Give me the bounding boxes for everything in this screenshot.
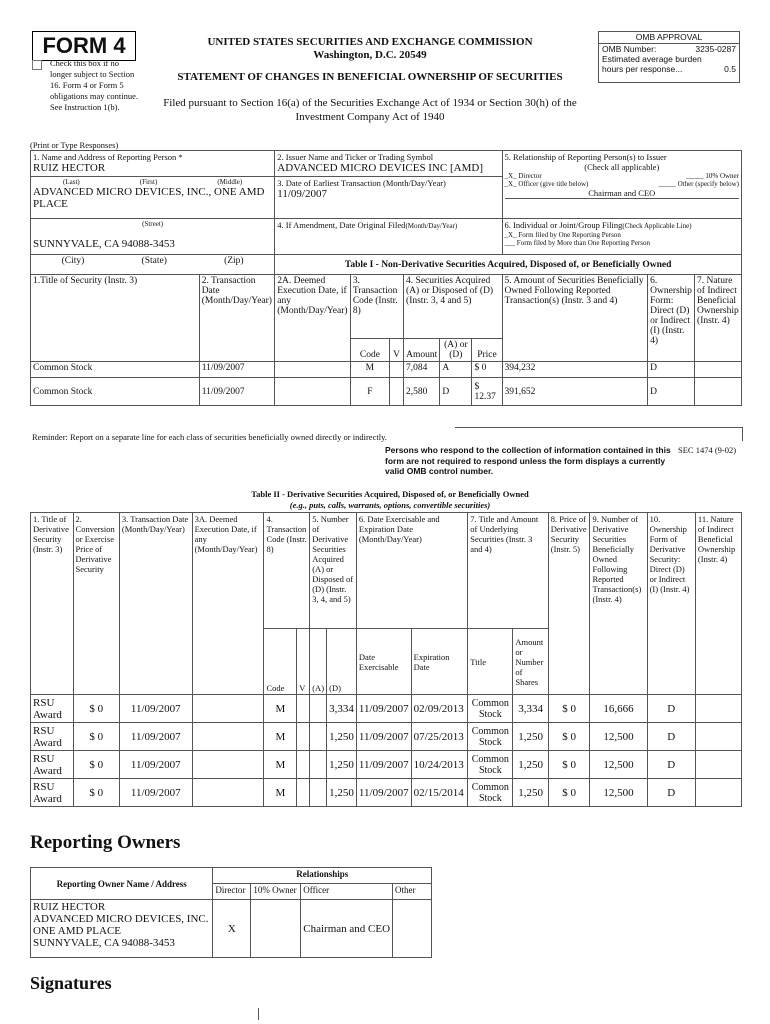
t2-code: M (264, 723, 297, 751)
t2-h5: 5. Number of Derivative Securities Acquired (A) or Disposed of (D) (Instr. 3, 4, and 5) (310, 513, 357, 629)
t2-d: 1,250 (327, 751, 357, 779)
omb-number-row (599, 44, 739, 54)
table-2 (30, 512, 742, 807)
amendment-sub: (Month/Day/Year) (405, 222, 458, 230)
t2-date: 11/09/2007 (119, 723, 192, 751)
t2-v (297, 695, 310, 723)
t2-expiration: 07/25/2013 (411, 723, 468, 751)
t2-v (297, 751, 310, 779)
t2-code: M (264, 779, 297, 807)
rel-row-1 (505, 172, 739, 180)
t2-a (310, 723, 327, 751)
t2-owned: 16,666 (590, 695, 647, 723)
filed-pursuant (135, 96, 605, 124)
earliest-date-cell (275, 177, 502, 219)
t1-owned: 394,232 (502, 362, 648, 378)
t2-ul-title: Common Stock (468, 723, 513, 751)
earliest-date: 11/09/2007 (277, 188, 327, 200)
persons-notice: Persons who respond to the collection of information contained in this form are not required to respond unless the form displays a currently valid OMB control number. (385, 445, 671, 476)
omb-hours-value: 0.5 (724, 64, 736, 74)
t1-h6: 6. Ownership Form: Direct (D) or Indirect (I) (Instr. 4) (648, 275, 695, 362)
table-2-title-main: Table II - Derivative Securities Acquired, Disposed of, or Beneficially Owned (251, 489, 529, 499)
t2-conv: $ 0 (73, 723, 119, 751)
t2-ul-amount: 1,250 (513, 779, 548, 807)
t1-h3: 3. Transaction Code (Instr. 8) (350, 275, 403, 339)
t1-sub-v: V (389, 339, 403, 362)
street-label: (Street) (142, 220, 164, 228)
t2-nature (695, 779, 741, 807)
agency-heading (160, 36, 580, 62)
t1-form: D (648, 378, 695, 406)
middle-label: (Middle) (217, 178, 243, 186)
t2-form: D (647, 779, 695, 807)
table-row (31, 779, 742, 807)
t2-a (310, 751, 327, 779)
t2-owned: 12,500 (590, 751, 647, 779)
t1-sub-price: Price (472, 339, 502, 362)
omb-title: OMB APPROVAL (599, 32, 739, 44)
t2-date: 11/09/2007 (119, 695, 192, 723)
t2-expiration: 02/15/2014 (411, 779, 468, 807)
signature-divider (258, 1008, 259, 1020)
t2-conv: $ 0 (73, 779, 119, 807)
t2-conv: $ 0 (73, 751, 119, 779)
no-longer-subject-checkbox[interactable] (32, 60, 42, 70)
t1-amount: 2,580 (404, 378, 440, 406)
t2-h3: 3. Transaction Date (Month/Day/Year) (119, 513, 192, 695)
owner-line: RUIZ HECTOR (33, 901, 106, 913)
rel-other: _____ Other (specify below) (658, 180, 739, 188)
omb-number-value: 3235-0287 (695, 44, 736, 54)
table-row (31, 723, 742, 751)
state-label: (State) (141, 256, 167, 266)
table-2-title (150, 489, 630, 511)
t2-code: M (264, 751, 297, 779)
t2-deemed (192, 695, 264, 723)
table-1-title: Table I - Non-Derivative Securities Acquired, Disposed of, or Beneficially Owned (275, 255, 742, 275)
col-director: Director (213, 884, 251, 900)
amendment-cell (275, 219, 502, 255)
t2-sub-amount: Amount or Number of Shares (513, 629, 548, 695)
omb-hours-label: hours per response... (602, 64, 683, 74)
t2-ul-amount: 1,250 (513, 723, 548, 751)
t2-sub-expiration: Expiration Date (411, 629, 468, 695)
city-label: (City) (61, 256, 85, 266)
t2-ul-title: Common Stock (468, 751, 513, 779)
t1-deemed (275, 378, 351, 406)
rel-row-2 (505, 180, 739, 188)
t1-date: 11/09/2007 (199, 362, 275, 378)
t1-sub-ad: (A) or (D) (440, 339, 472, 362)
t2-h9: 9. Number of Derivative Securities Beneficially Owned Following Reported Transaction(s) (Instr. 4) (590, 513, 647, 695)
street-cell (31, 219, 275, 255)
rel-officer: _X_ Officer (give title below) (504, 180, 589, 188)
t2-expiration: 10/24/2013 (411, 751, 468, 779)
reminder-note: Reminder: Report on a separate line for each class of securities beneficially owned directly or indirectly. (32, 432, 387, 442)
t1-ad: D (440, 378, 472, 406)
owner-other (393, 900, 432, 958)
t2-nature (695, 695, 741, 723)
agency-name: UNITED STATES SECURITIES AND EXCHANGE COMMISSION (207, 36, 533, 48)
t2-deemed (192, 751, 264, 779)
t2-owned: 12,500 (590, 779, 647, 807)
group-label: 6. Individual or Joint/Group Filing (504, 220, 623, 230)
t1-amount: 7,084 (404, 362, 440, 378)
owner-address (31, 900, 213, 958)
t2-nature (695, 723, 741, 751)
t1-owned: 391,652 (502, 378, 648, 406)
group-one: _X_ Form filed by One Reporting Person (504, 231, 621, 239)
reporting-name-cell (31, 151, 275, 177)
print-type-note: (Print or Type Responses) (30, 140, 119, 150)
omb-burden-label: Estimated average burden (602, 54, 702, 64)
t1-nature (695, 378, 742, 406)
owner-row (31, 900, 432, 958)
t1-h2: 2. Transaction Date (Month/Day/Year) (199, 275, 275, 362)
zip-label: (Zip) (224, 256, 244, 266)
group-more: ___ Form filed by More than One Reporting Person (504, 239, 650, 247)
col-other: Other (393, 884, 432, 900)
owner-line: ONE AMD PLACE (33, 925, 122, 937)
signatures-heading: Signatures (30, 973, 112, 993)
t1-sub-code: Code (350, 339, 389, 362)
t2-deemed (192, 723, 264, 751)
t2-d: 1,250 (327, 779, 357, 807)
t2-title: RSU Award (31, 695, 74, 723)
group-filing-cell (502, 219, 741, 255)
owner-line: ADVANCED MICRO DEVICES, INC. (33, 913, 209, 925)
t1-h2a: 2A. Deemed Execution Date, if any (Month/Day/Year) (275, 275, 351, 362)
t1-code: F (350, 378, 389, 406)
t2-h1: 1. Title of Derivative Security (Instr. 3) (31, 513, 74, 695)
check-all-label: (Check all applicable) (584, 162, 660, 172)
amendment-label: 4. If Amendment, Date Original Filed (277, 220, 406, 230)
omb-number-label: OMB Number: (602, 44, 657, 54)
reporting-name-label: 1. Name and Address of Reporting Person * (33, 152, 183, 162)
owner-10pct (251, 900, 301, 958)
t2-h2: 2. Conversion or Exercise Price of Derivative Security (73, 513, 119, 695)
t2-v (297, 723, 310, 751)
table-row (31, 695, 742, 723)
t1-h1: 1.Title of Security (Instr. 3) (31, 275, 200, 362)
t1-ad: A (440, 362, 472, 378)
t2-code: M (264, 695, 297, 723)
t2-exercisable: 11/09/2007 (356, 723, 411, 751)
sec-form-number: SEC 1474 (9-02) (678, 445, 737, 455)
omb-hours-row (599, 64, 739, 74)
t1-price: $ 12.37 (472, 378, 502, 406)
t1-date: 11/09/2007 (199, 378, 275, 406)
t1-v (389, 378, 403, 406)
omb-burden-row (599, 54, 739, 64)
t2-price: $ 0 (548, 751, 590, 779)
t1-nature (695, 362, 742, 378)
city-address: SUNNYVALE, CA 94088-3453 (33, 238, 175, 250)
t2-sub-d: (D) (327, 629, 357, 695)
t2-ul-amount: 1,250 (513, 751, 548, 779)
t2-h3a: 3A. Deemed Execution Date, if any (Month/Day/Year) (192, 513, 264, 695)
issuer-name: ADVANCED MICRO DEVICES INC [AMD] (277, 162, 483, 174)
owner-line: SUNNYVALE, CA 94088-3453 (33, 937, 175, 949)
officer-title: Chairman and CEO (505, 188, 739, 199)
reporting-name: RUIZ HECTOR (33, 162, 106, 174)
t2-title: RSU Award (31, 723, 74, 751)
filed-line-1: Filed pursuant to Section 16(a) of the Securities Exchange Act of 1934 or Section 30(h) of the (163, 97, 577, 109)
t2-ul-title: Common Stock (468, 779, 513, 807)
t2-ul-title: Common Stock (468, 695, 513, 723)
table-2-body (31, 695, 742, 807)
t2-title: RSU Award (31, 779, 74, 807)
t2-owned: 12,500 (590, 723, 647, 751)
t1-sub-amount: Amount (404, 339, 440, 362)
t2-h6: 6. Date Exercisable and Expiration Date (Month/Day/Year) (356, 513, 467, 629)
table-2-subtitle: (e.g., puts, calls, warrants, options, convertible securities) (289, 500, 491, 510)
t2-form: D (647, 723, 695, 751)
omb-approval-box (598, 31, 740, 83)
t2-d: 1,250 (327, 723, 357, 751)
form-title: FORM 4 (32, 31, 136, 61)
t2-sub-code: Code (264, 629, 297, 695)
t2-title: RSU Award (31, 751, 74, 779)
table-1 (30, 150, 742, 406)
owner-director-mark: X (213, 900, 251, 958)
t1-price: $ 0 (472, 362, 502, 378)
t1-code: M (350, 362, 389, 378)
t1-form: D (648, 362, 695, 378)
t2-form: D (647, 695, 695, 723)
owner-officer-title: Chairman and CEO (301, 900, 393, 958)
owner-name-header: Reporting Owner Name / Address (31, 868, 213, 900)
t2-h7: 7. Title and Amount of Underlying Securities (Instr. 3 and 4) (468, 513, 549, 629)
agency-location: Washington, D.C. 20549 (313, 49, 427, 61)
col-owner: 10% Owner (251, 884, 301, 900)
t2-h11: 11. Nature of Indirect Beneficial Ownership (Instr. 4) (695, 513, 741, 695)
t2-expiration: 02/09/2013 (411, 695, 468, 723)
t2-nature (695, 751, 741, 779)
table-row (31, 378, 742, 406)
reminder-divider (455, 427, 743, 441)
t1-v (389, 362, 403, 378)
t2-h4: 4. Transaction Code (Instr. 8) (264, 513, 310, 629)
group-sub: (Check Applicable Line) (622, 222, 692, 230)
t2-date: 11/09/2007 (119, 779, 192, 807)
t2-price: $ 0 (548, 779, 590, 807)
issuer-label: 2. Issuer Name and Ticker or Trading Symbol (277, 152, 434, 162)
t2-sub-v: V (297, 629, 310, 695)
t2-d: 3,334 (327, 695, 357, 723)
t1-h5: 5. Amount of Securities Beneficially Owned Following Reported Transaction(s) (Instr. 3 and 4) (502, 275, 648, 362)
t2-sub-exercisable: Date Exercisable (356, 629, 411, 695)
t1-h7: 7. Nature of Indirect Beneficial Ownership (Instr. 4) (695, 275, 742, 362)
t2-price: $ 0 (548, 723, 590, 751)
t2-h8: 8. Price of Derivative Security (Instr. 5) (548, 513, 590, 695)
col-officer: Officer (301, 884, 393, 900)
t2-exercisable: 11/09/2007 (356, 779, 411, 807)
t2-sub-title: Title (468, 629, 513, 695)
rel-owner: _____ 10% Owner (686, 172, 739, 180)
reporting-owners-table (30, 867, 432, 958)
t2-exercisable: 11/09/2007 (356, 695, 411, 723)
t1-title: Common Stock (31, 362, 200, 378)
t2-a (310, 695, 327, 723)
t2-deemed (192, 779, 264, 807)
checkbox-note: Check this box if no longer subject to Section 16. Form 4 or Form 5 obligations may continue. See Instruction 1(b). (50, 58, 139, 112)
last-label: (Last) (63, 178, 80, 186)
name-parts (33, 178, 272, 186)
t2-conv: $ 0 (73, 695, 119, 723)
t2-v (297, 779, 310, 807)
relationships-header: Relationships (213, 868, 432, 884)
statement-title: STATEMENT OF CHANGES IN BENEFICIAL OWNERSHIP OF SECURITIES (177, 71, 563, 83)
t2-h10: 10. Ownership Form of Derivative Security: Direct (D) or Indirect (I) (Instr. 4) (647, 513, 695, 695)
company-cell (31, 177, 275, 219)
t2-form: D (647, 751, 695, 779)
company-address: ADVANCED MICRO DEVICES, INC., ONE AMD PLACE (33, 186, 265, 210)
relationship-cell (502, 151, 741, 219)
t2-date: 11/09/2007 (119, 751, 192, 779)
t1-deemed (275, 362, 351, 378)
issuer-cell (275, 151, 502, 177)
t2-exercisable: 11/09/2007 (356, 751, 411, 779)
t2-price: $ 0 (548, 695, 590, 723)
reporting-owners-heading: Reporting Owners (30, 832, 181, 853)
first-label: (First) (139, 178, 158, 186)
table-row (31, 362, 742, 378)
t2-ul-amount: 3,334 (513, 695, 548, 723)
t2-sub-a: (A) (310, 629, 327, 695)
rel-director: _X_ Director (504, 172, 542, 180)
t1-title: Common Stock (31, 378, 200, 406)
earliest-date-label: 3. Date of Earliest Transaction (Month/Day/Year) (277, 178, 446, 188)
t1-h4: 4. Securities Acquired (A) or Disposed of (D) (Instr. 3, 4 and 5) (404, 275, 503, 339)
t2-a (310, 779, 327, 807)
table-row (31, 751, 742, 779)
relationship-label: 5. Relationship of Reporting Person(s) to Issuer (504, 152, 667, 162)
city-state-zip-labels (31, 255, 275, 275)
filed-line-2: Investment Company Act of 1940 (295, 111, 445, 123)
